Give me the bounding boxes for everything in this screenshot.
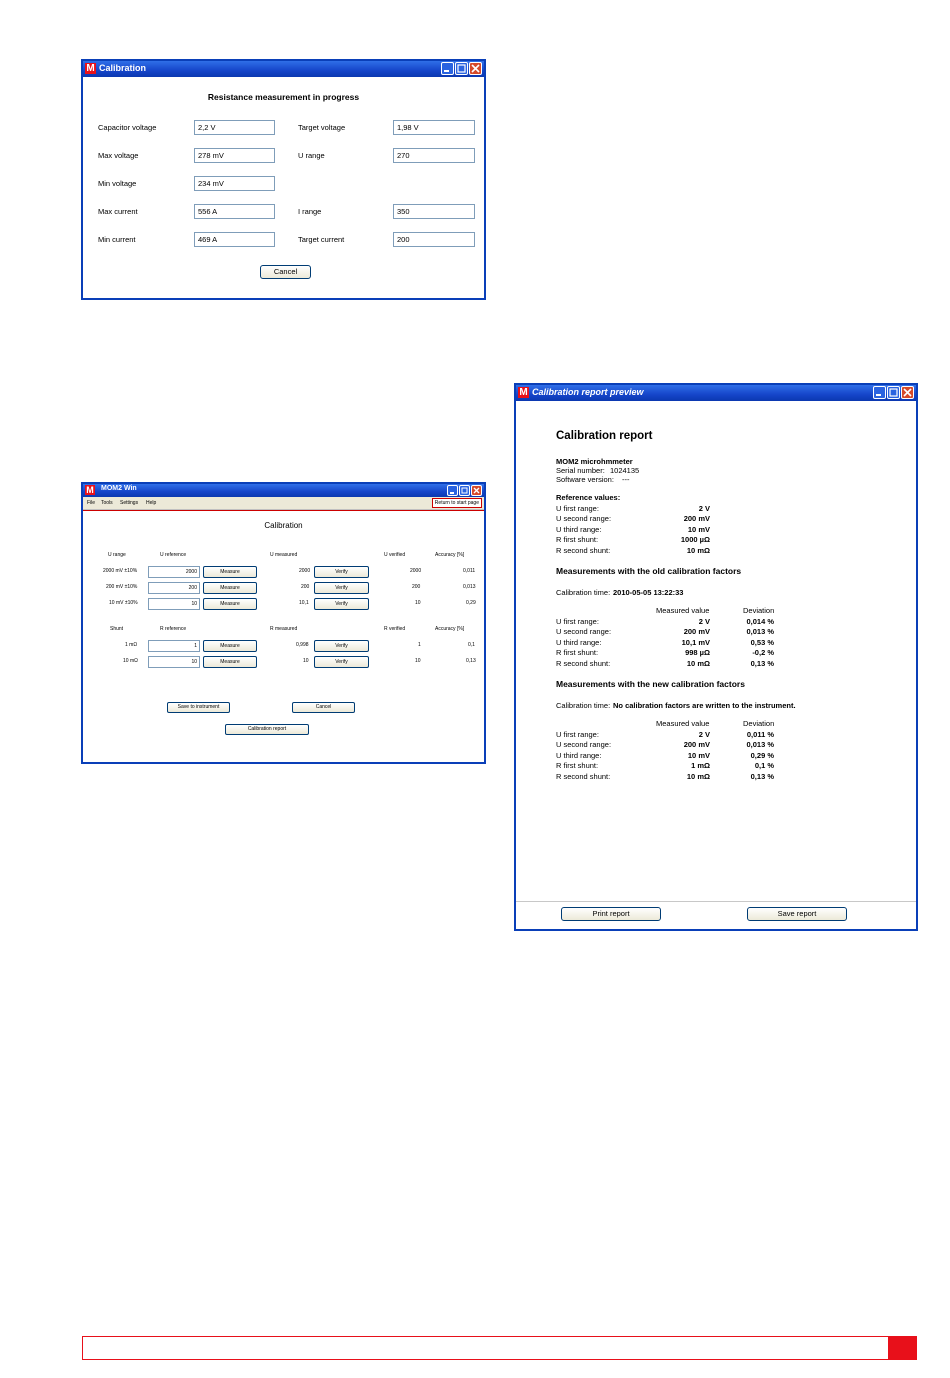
new-label-2: U second range:: [556, 740, 612, 749]
save-to-instrument-button[interactable]: Save to instrument: [167, 702, 230, 713]
old-value-2: 200 mV: [683, 627, 710, 636]
u-row1-verify-button[interactable]: Verify: [314, 566, 369, 578]
maximize-icon[interactable]: [455, 62, 468, 75]
software-value: ---: [622, 475, 630, 484]
new-dev-5: 0,13 %: [750, 772, 774, 781]
u-row2-accuracy: 0,013: [463, 584, 476, 590]
ref-value-1: 2 V: [698, 504, 710, 513]
report-title: Calibration report: [556, 430, 653, 442]
save-report-button[interactable]: Save report: [747, 907, 847, 921]
old-label-2: U second range:: [556, 627, 612, 636]
ref-value-4: 1000 µΩ: [680, 535, 710, 544]
app-logo-icon: M: [519, 387, 528, 398]
old-dev-2: 0,013 %: [746, 627, 774, 636]
r-measured-header: R measured: [270, 626, 298, 632]
r-row2-measured: 10: [303, 658, 309, 664]
reference-values-heading: Reference values:: [556, 493, 621, 502]
new-label-4: R first shunt:: [556, 761, 599, 770]
old-factors-heading: Measurements with the old calibration factors: [556, 566, 742, 576]
new-dev-1: 0,011 %: [746, 730, 774, 739]
i-range-field[interactable]: 350: [393, 204, 475, 219]
ref-label-2: U second range:: [556, 514, 612, 523]
shunt-header: Shunt: [110, 626, 124, 632]
app-logo-icon: M: [86, 63, 95, 74]
page-footer-bar: [82, 1336, 917, 1360]
calibration-report-button[interactable]: Calibration report: [225, 724, 309, 735]
u-accuracy-header: Accuracy [%]: [435, 552, 465, 558]
target-current-field[interactable]: 200: [393, 232, 475, 247]
u-row3-measured: 10,1: [299, 600, 309, 606]
old-value-1: 2 V: [698, 617, 710, 626]
r-accuracy-header: Accuracy [%]: [435, 626, 465, 632]
min-current-label: Min current: [98, 235, 136, 244]
mom2-titlebar[interactable]: [83, 484, 484, 497]
u-range-label: U range: [298, 151, 325, 160]
new-col-deviation: Deviation: [743, 719, 775, 728]
old-col-deviation: Deviation: [743, 606, 775, 615]
u-row1-measure-button[interactable]: Measure: [203, 566, 257, 578]
capacitor-voltage-label: Capacitor voltage: [98, 123, 157, 132]
ref-label-4: R first shunt:: [556, 535, 599, 544]
r-verified-header: R verified: [384, 626, 406, 632]
cancel-button[interactable]: Cancel: [292, 702, 355, 713]
report-preview-window: [514, 383, 918, 931]
r-row2-accuracy: 0,13: [466, 658, 476, 664]
minimize-icon[interactable]: [873, 386, 886, 399]
r-row1-verify-button[interactable]: Verify: [314, 640, 369, 652]
u-row3-reference-input[interactable]: 10: [148, 598, 200, 610]
u-range-header: U range: [108, 552, 126, 558]
new-factors-heading: Measurements with the new calibration factors: [556, 679, 745, 689]
software-label: Software version:: [556, 475, 614, 484]
new-col-measured: Measured value: [656, 719, 710, 728]
new-label-5: R second shunt:: [556, 772, 611, 781]
u-measured-header: U measured: [270, 552, 298, 558]
u-row2-measured: 200: [301, 584, 310, 590]
ref-value-5: 10 mΩ: [686, 546, 710, 555]
target-voltage-label: Target voltage: [298, 123, 346, 132]
window-title: Calibration: [99, 63, 147, 73]
r-row2-measure-button[interactable]: Measure: [203, 656, 257, 668]
new-value-1: 2 V: [698, 730, 710, 739]
u-row1-verified: 2000: [410, 568, 422, 574]
r-row2-shunt: 10 mΩ: [123, 658, 138, 664]
new-time-value: No calibration factors are written to the instrument.: [613, 701, 796, 710]
return-to-start-button[interactable]: Return to start page: [432, 498, 482, 508]
old-value-3: 10,1 mV: [681, 638, 710, 647]
window-title: MOM2 Win: [101, 485, 137, 492]
u-verified-header: U verified: [384, 552, 406, 558]
target-current-label: Target current: [298, 235, 345, 244]
i-range-label: I range: [298, 207, 322, 216]
new-dev-4: 0,1 %: [754, 761, 774, 770]
device-name: MOM2 microhmmeter: [556, 457, 633, 466]
ref-label-3: U third range:: [556, 525, 602, 534]
calibration-dialog: [81, 59, 486, 300]
menu-tools[interactable]: Tools: [101, 500, 113, 506]
ref-label-5: R second shunt:: [556, 546, 611, 555]
new-value-4: 1 mΩ: [691, 761, 710, 770]
report-titlebar[interactable]: [516, 385, 916, 401]
u-row2-range: 200 mV ±10%: [106, 584, 138, 590]
old-time-value: 2010-05-05 13:22:33: [613, 588, 684, 597]
menu-file[interactable]: File: [87, 500, 96, 506]
close-icon[interactable]: [469, 62, 482, 75]
r-row1-measured: 0,998: [296, 642, 309, 648]
menu-help[interactable]: Help: [146, 500, 157, 506]
minimize-icon[interactable]: [447, 485, 458, 496]
dialog-heading: Resistance measurement in progress: [207, 92, 360, 102]
r-row1-measure-button[interactable]: Measure: [203, 640, 257, 652]
new-time-label: Calibration time:: [556, 701, 611, 710]
maximize-icon[interactable]: [887, 386, 900, 399]
r-row2-verify-button[interactable]: Verify: [314, 656, 369, 668]
r-row1-shunt: 1 mΩ: [125, 642, 138, 648]
u-row3-verify-button[interactable]: Verify: [314, 598, 369, 610]
u-row2-reference-input[interactable]: 200: [148, 582, 200, 594]
old-value-5: 10 mΩ: [686, 659, 710, 668]
u-row1-accuracy: 0,011: [463, 568, 476, 574]
new-dev-2: 0,013 %: [746, 740, 774, 749]
ref-value-2: 200 mV: [683, 514, 710, 523]
u-row1-reference-input[interactable]: 2000: [148, 566, 200, 578]
target-voltage-field[interactable]: 1,98 V: [393, 120, 475, 135]
u-row1-measured: 2000: [299, 568, 311, 574]
minimize-icon[interactable]: [441, 62, 454, 75]
serial-label: Serial number:: [556, 466, 605, 475]
close-icon[interactable]: [901, 386, 914, 399]
min-current-field[interactable]: 469 A: [194, 232, 275, 247]
u-row3-accuracy: 0,29: [466, 600, 476, 606]
old-dev-5: 0,13 %: [750, 659, 774, 668]
old-label-5: R second shunt:: [556, 659, 611, 668]
old-dev-3: 0,53 %: [750, 638, 774, 647]
u-row3-range: 10 mV ±10%: [109, 600, 138, 606]
old-label-4: R first shunt:: [556, 648, 599, 657]
cancel-button[interactable]: Cancel: [260, 265, 311, 279]
r-reference-header: R reference: [160, 626, 187, 632]
new-dev-3: 0,29 %: [750, 751, 774, 760]
u-row2-measure-button[interactable]: Measure: [203, 582, 257, 594]
u-range-field[interactable]: 270: [393, 148, 475, 163]
max-voltage-field[interactable]: 278 mV: [194, 148, 275, 163]
min-voltage-field[interactable]: 234 mV: [194, 176, 275, 191]
old-dev-4: -0,2 %: [752, 648, 774, 657]
u-row2-verified: 200: [412, 584, 421, 590]
u-row1-range: 2000 mV ±10%: [103, 568, 138, 574]
old-time-label: Calibration time:: [556, 588, 611, 597]
app-logo-icon: M: [86, 485, 94, 495]
calibration-titlebar[interactable]: [83, 61, 484, 77]
menu-bar: [83, 497, 484, 510]
menu-settings[interactable]: Settings: [120, 500, 139, 506]
u-reference-header: U reference: [160, 552, 187, 558]
mom2-win-window: [81, 482, 486, 764]
max-current-field[interactable]: 556 A: [194, 204, 275, 219]
old-value-4: 998 µΩ: [685, 648, 710, 657]
r-row1-accuracy: 0,1: [468, 642, 475, 648]
ref-label-1: U first range:: [556, 504, 599, 513]
new-value-5: 10 mΩ: [686, 772, 710, 781]
r-row1-verified: 1: [418, 642, 421, 648]
capacitor-voltage-field[interactable]: 2,2 V: [194, 120, 275, 135]
serial-value: 1024135: [610, 466, 640, 475]
r-row2-reference-input[interactable]: 10: [148, 656, 200, 668]
u-row3-measure-button[interactable]: Measure: [203, 598, 257, 610]
window-title: Calibration report preview: [532, 387, 644, 397]
u-row3-verified: 10: [415, 600, 421, 606]
new-label-3: U third range:: [556, 751, 602, 760]
old-label-3: U third range:: [556, 638, 602, 647]
new-label-1: U first range:: [556, 730, 599, 739]
maximize-icon[interactable]: [459, 485, 470, 496]
ref-value-3: 10 mV: [687, 525, 710, 534]
u-row2-verify-button[interactable]: Verify: [314, 582, 369, 594]
max-current-label: Max current: [98, 207, 138, 216]
r-row2-verified: 10: [415, 658, 421, 664]
old-col-measured: Measured value: [656, 606, 710, 615]
old-label-1: U first range:: [556, 617, 599, 626]
min-voltage-label: Min voltage: [98, 179, 137, 188]
report-footer-divider: [516, 901, 916, 902]
old-dev-1: 0,014 %: [746, 617, 774, 626]
print-report-button[interactable]: Print report: [561, 907, 661, 921]
close-icon[interactable]: [471, 485, 482, 496]
new-value-2: 200 mV: [683, 740, 710, 749]
calibration-heading: Calibration: [264, 521, 303, 530]
max-voltage-label: Max voltage: [98, 151, 139, 160]
r-row1-reference-input[interactable]: 1: [148, 640, 200, 652]
new-value-3: 10 mV: [687, 751, 710, 760]
page-number-box: [888, 1336, 917, 1360]
